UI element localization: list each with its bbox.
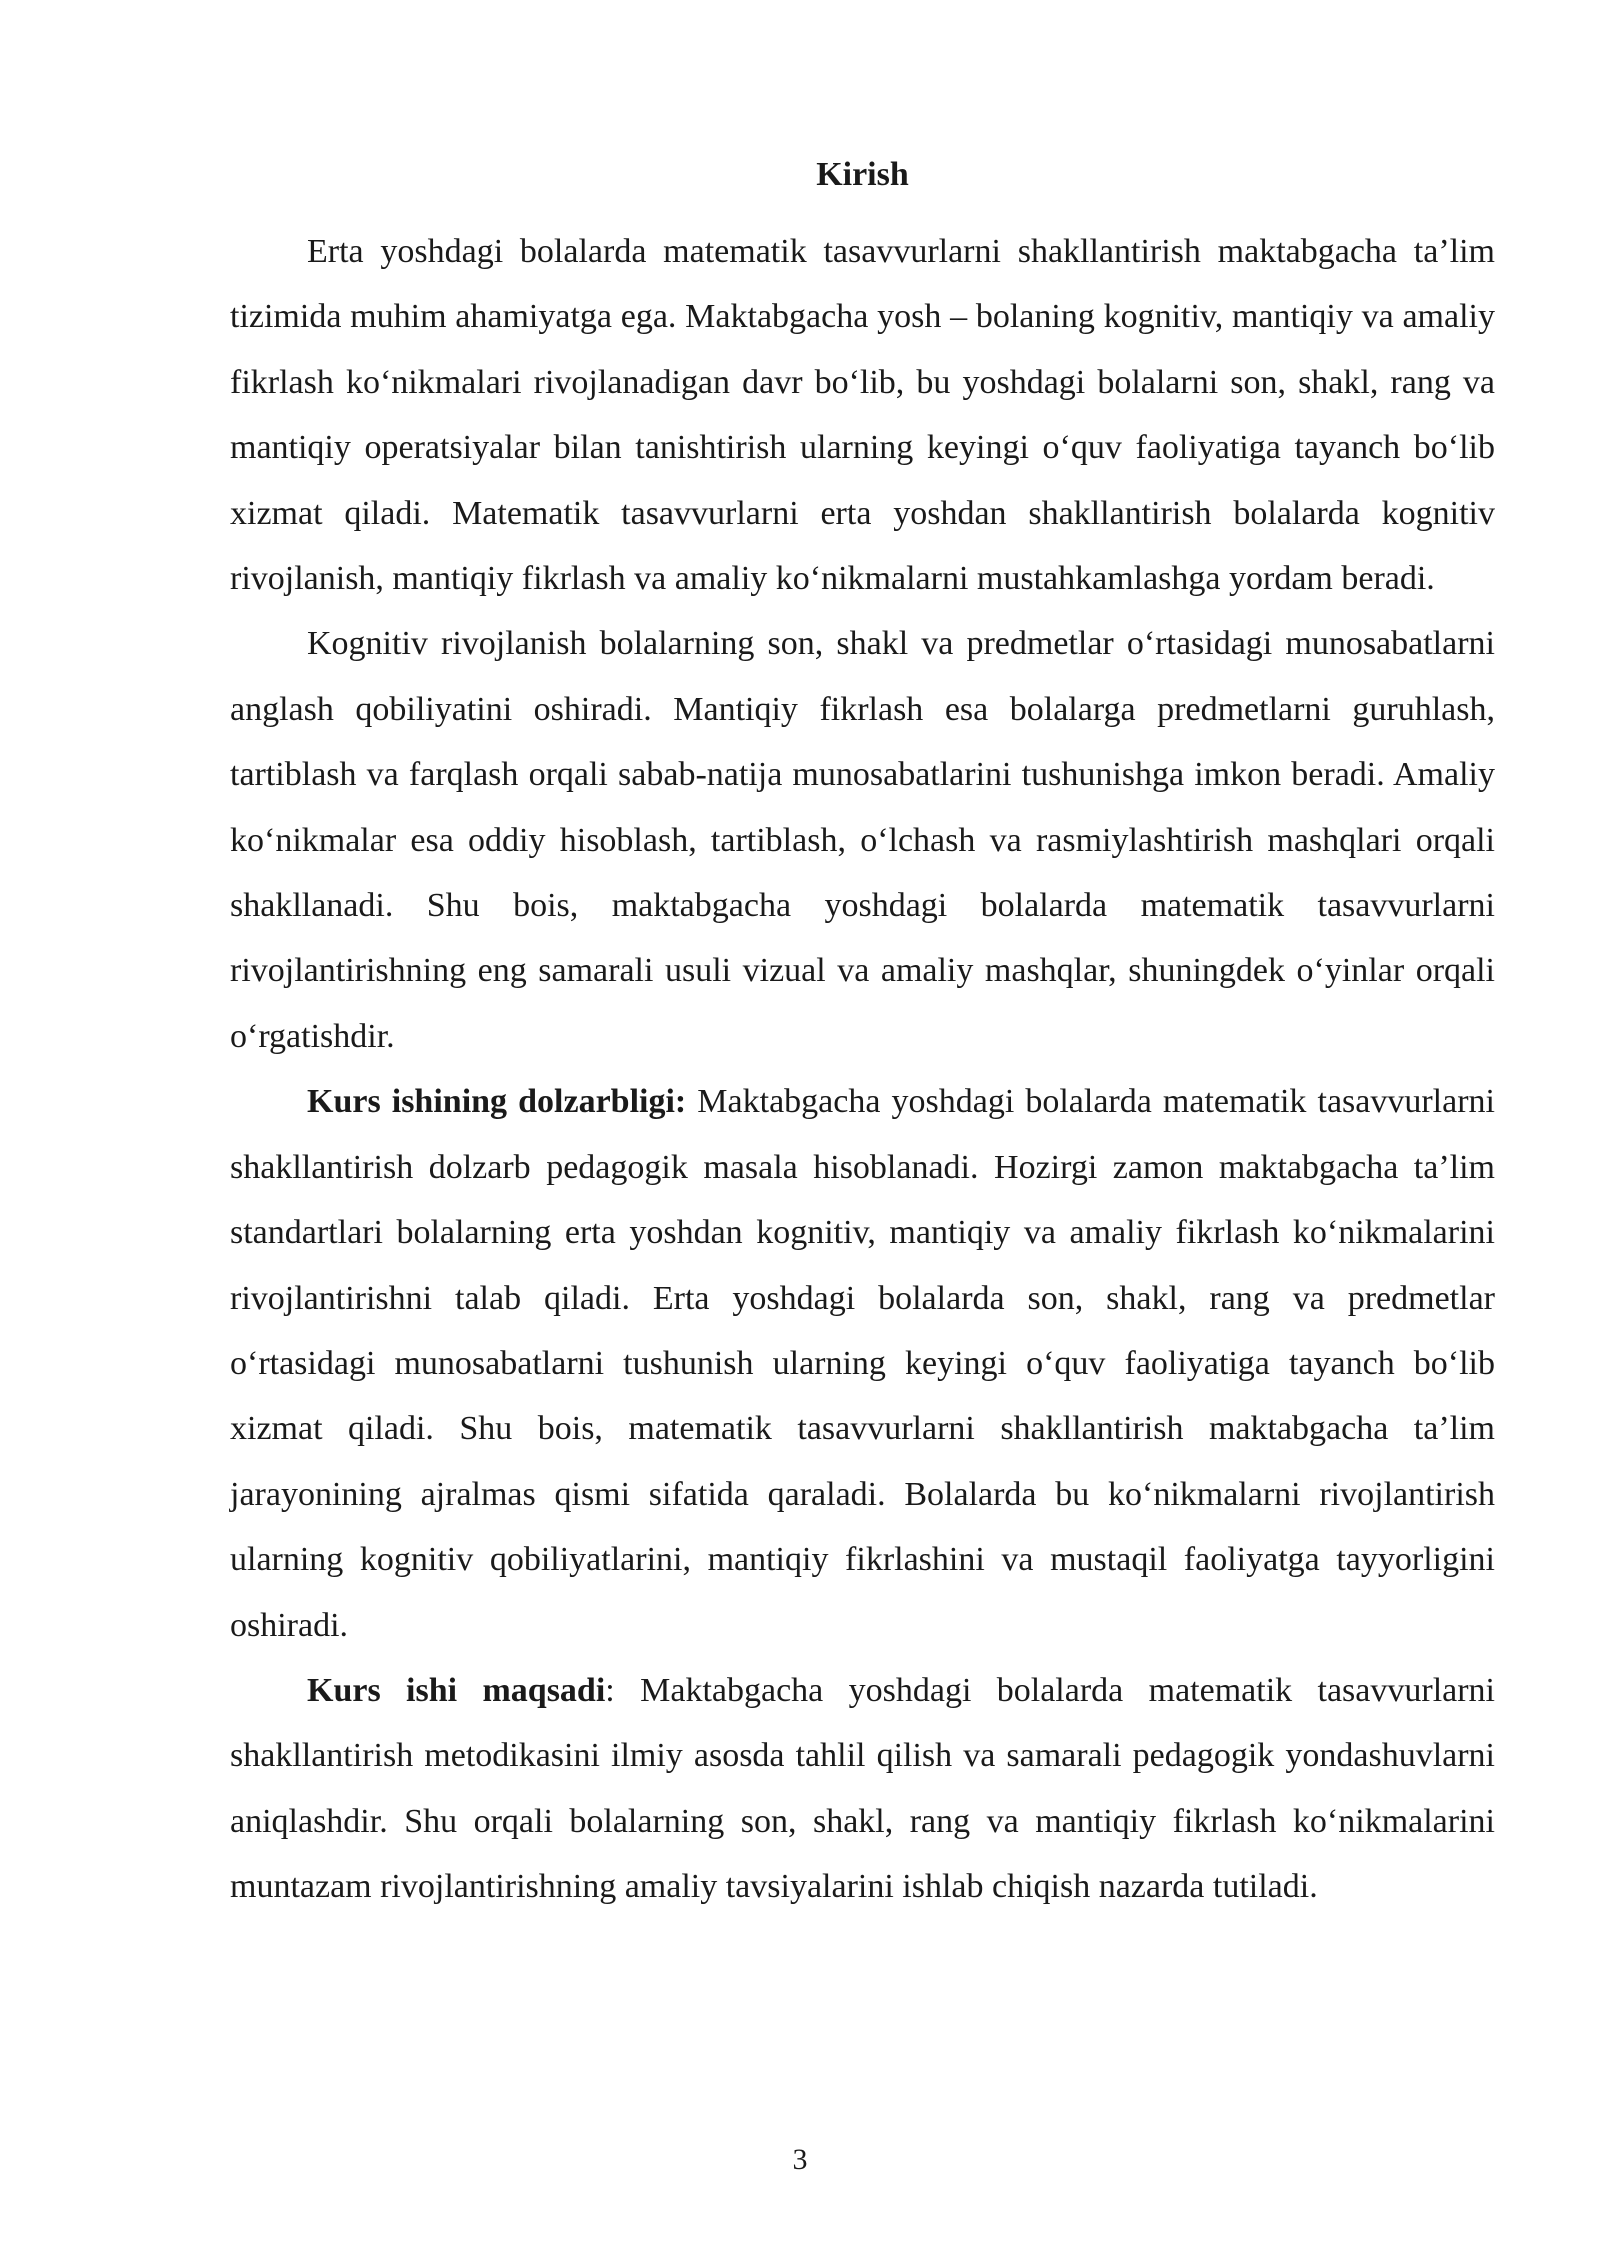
paragraph-lead: Kurs ishi maqsadi xyxy=(307,1671,606,1709)
page-number: 3 xyxy=(792,2143,808,2176)
paragraph-relevance xyxy=(230,1069,1495,1658)
paragraph-text: Kognitiv rivojlanish bolalarning son, shakl va predmetlar oʻrtasidagi munosabatlarni anglash qobiliyatini oshiradi. Mantiqiy fikrlash esa bolalarga predmetlarni guruhlash, tartiblash va farqlash orqali sabab-natija munosabatlarini tushunishga imkon beradi. Amaliy koʻnikmalar esa oddiy hisoblash, tartiblash, oʻlchash va rasmiylashtirish mashqlari orqali shakllanadi. Shu bois, maktabgacha yoshdagi bolalarda matematik tasavvurlarni rivojlantirishning eng samarali usuli vizual va amaliy mashqlar, shuningdek oʻyinlar orqali oʻrgatishdir. xyxy=(230,625,1495,1055)
paragraph-text: : Maktabgacha yoshdagi bolalarda matematik tasavvurlarni shakllantirish metodikasini ilmiy asosda tahlil qilish va samarali pedagogik yondashuvlarni aniqlashdir. Shu orqali bolalarning son, shakl, rang va mantiqiy fikrlash koʻnikmalarini muntazam rivojlantirishning amaliy tavsiyalarini ishlab chiqish nazarda tutiladi. xyxy=(230,1671,1496,1906)
paragraph-text: Erta yoshdagi bolalarda matematik tasavvurlarni shakllantirish maktabgacha ta’lim tizimida muhim ahamiyatga ega. Maktabgacha yosh – bolaning kognitiv, mantiqiy va amaliy fikrlash koʻnikmalari rivojlanadigan davr boʻlib, bu yoshdagi bolalarni son, shakl, rang va mantiqiy operatsiyalar bilan tanishtirish ularning keyingi oʻquv faoliyatiga tayanch boʻlib xizmat qiladi. Matematik tasavvurlarni erta yoshdan shakllantirish bolalarda kognitiv rivojlanish, mantiqiy fikrlash va amaliy koʻnikmalarni mustahkamlashga yordam beradi. xyxy=(230,233,1495,598)
paragraph-cognitive xyxy=(230,611,1495,1069)
body-text xyxy=(230,219,1495,1920)
paragraph-lead: Kurs ishining dolzarbligi: xyxy=(307,1083,687,1121)
section-title: Kirish xyxy=(816,156,909,193)
paragraph-text: Maktabgacha yoshdagi bolalarda matematik tasavvurlarni shakllantirish dolzarb pedagogik masala hisoblanadi. Hozirgi zamon maktabgacha ta’lim standartlari bolalarning erta yoshdan kognitiv, mantiqiy va amaliy fikrlash koʻnikmalarini rivojlantirishni talab qiladi. Erta yoshdagi bolalarda son, shakl, rang va predmetlar oʻrtasidagi munosabatlarni tushunish ularning keyingi oʻquv faoliyatiga tayanch boʻlib xizmat qiladi. Shu bois, matematik tasavvurlarni shakllantirish maktabgacha ta’lim jarayonining ajralmas qismi sifatida qaraladi. Bolalarda bu koʻnikmalarni rivojlantirish ularning kognitiv qobiliyatlarini, mantiqiy fikrlashini va mustaqil faoliyatga tayyorligini oshiradi. xyxy=(230,1083,1495,1644)
paragraph-intro xyxy=(230,219,1495,611)
paragraph-goal xyxy=(230,1658,1495,1920)
